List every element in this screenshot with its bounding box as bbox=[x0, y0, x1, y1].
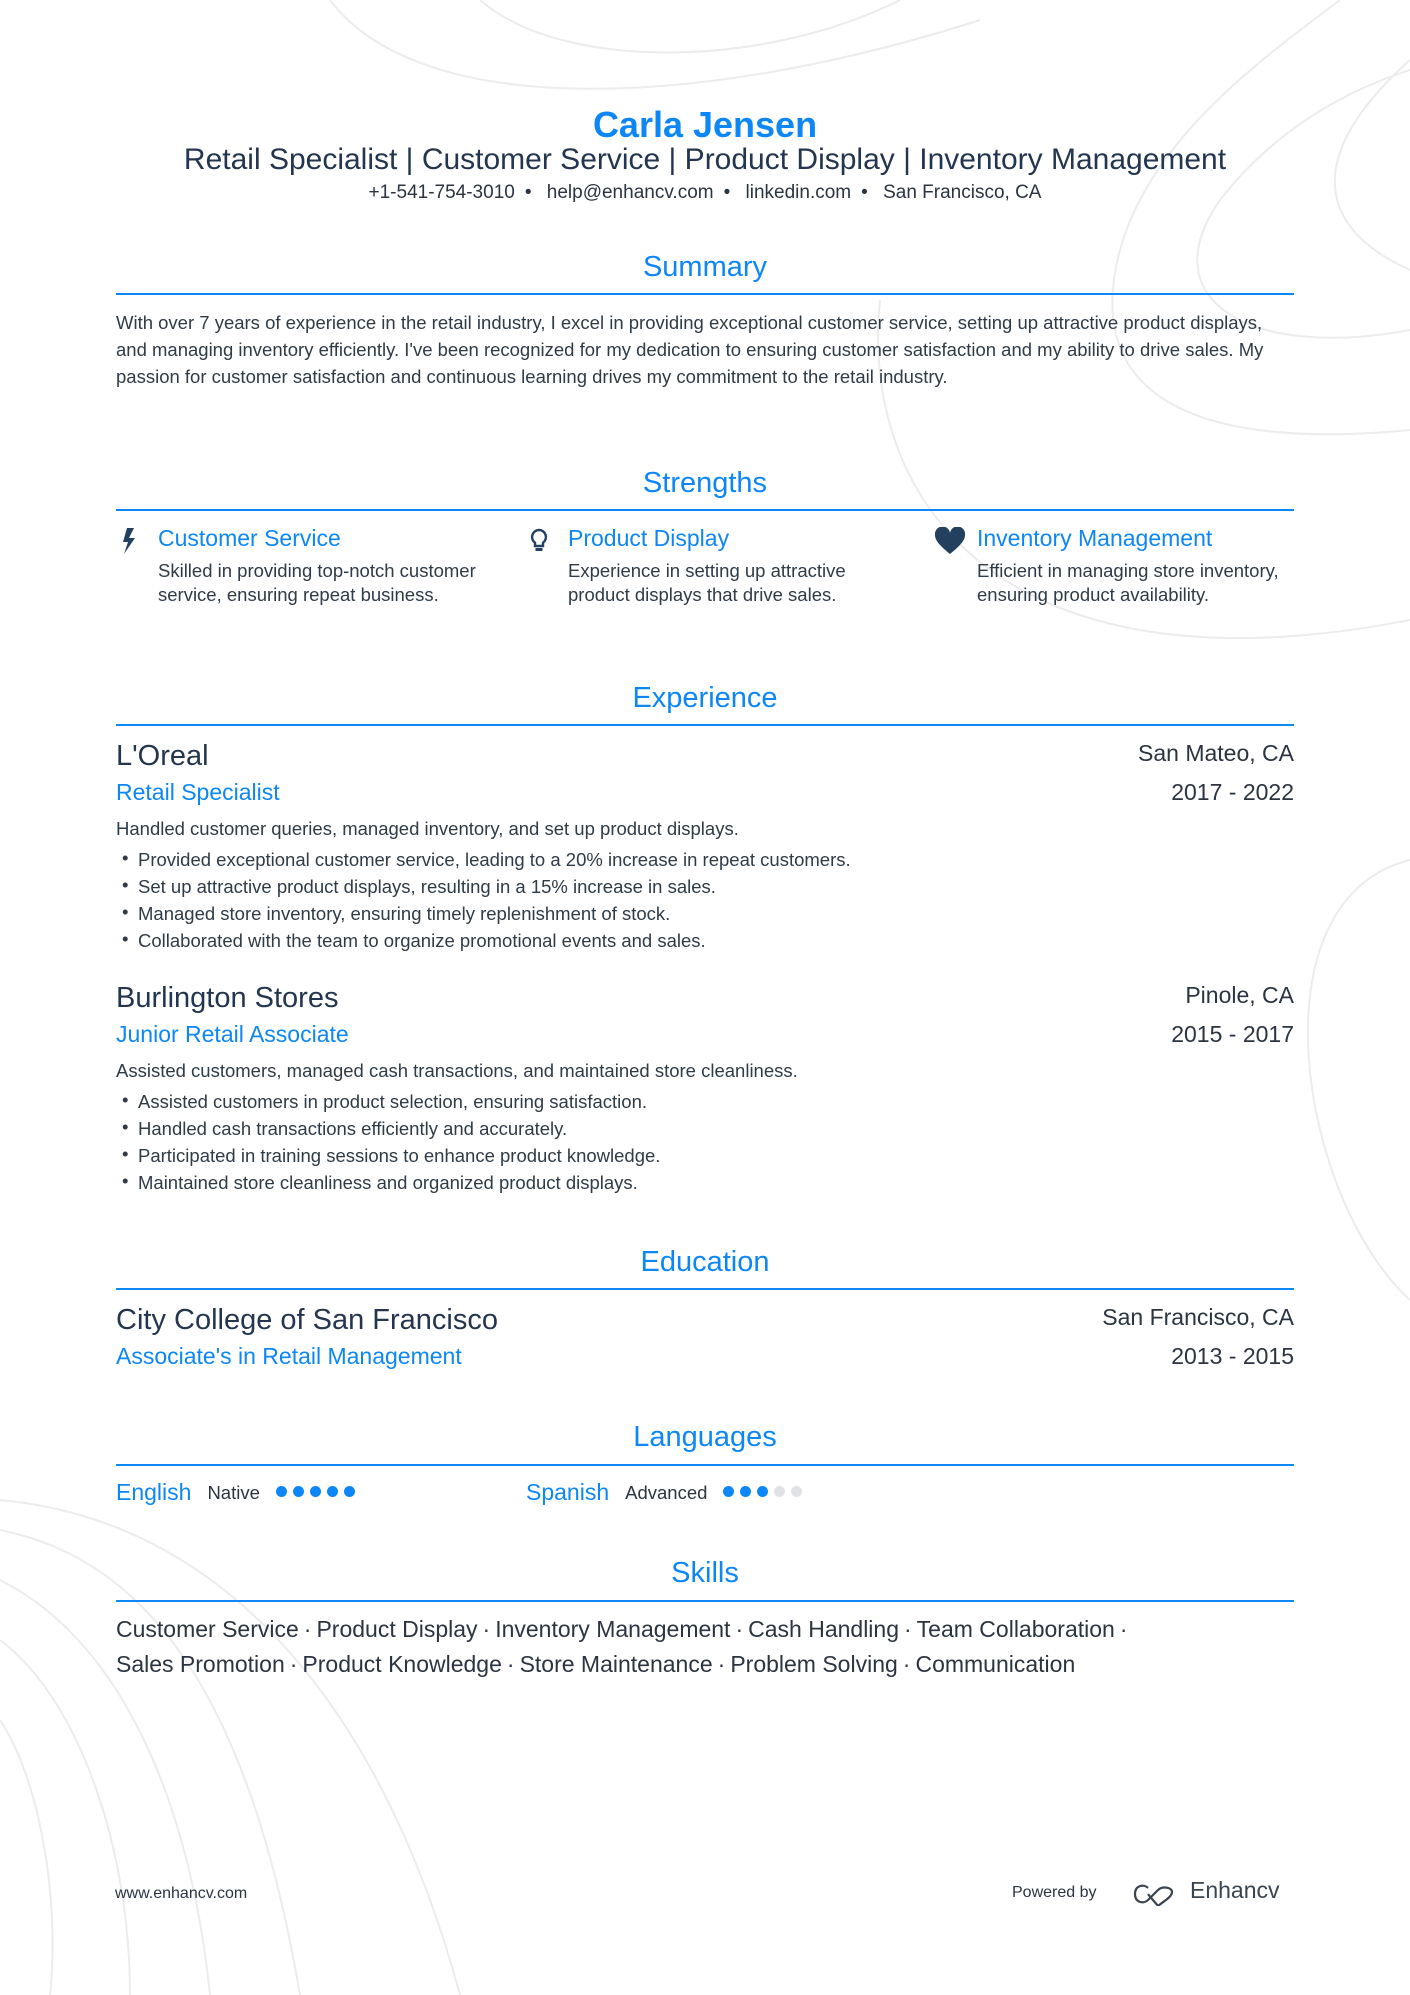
strength-desc: Skilled in providing top-notch customer service, ensuring repeat business. bbox=[158, 560, 476, 605]
separator: · bbox=[506, 1651, 515, 1677]
headline: Retail Specialist | Customer Service | Product Display | Inventory Management bbox=[183, 143, 1227, 176]
skill-item: Sales Promotion bbox=[116, 1651, 285, 1677]
phone[interactable]: +1-541-754-3010 bbox=[368, 182, 515, 203]
separator: · bbox=[289, 1651, 298, 1677]
rating-dot-filled bbox=[740, 1486, 751, 1497]
section-heading-education: Education bbox=[640, 1246, 770, 1278]
language-name: English bbox=[116, 1479, 192, 1505]
separator: • bbox=[861, 182, 868, 203]
section-heading-languages: Languages bbox=[633, 1421, 777, 1453]
rating-dot-filled bbox=[723, 1486, 734, 1497]
section-heading-experience: Experience bbox=[632, 682, 778, 714]
separator: · bbox=[482, 1616, 491, 1642]
bullet-item: • Participated in training sessions to enhance product knowledge. bbox=[116, 1142, 660, 1169]
skill-item: Product Display bbox=[316, 1616, 478, 1642]
bullet-item: • Collaborated with the team to organize promotional events and sales. bbox=[116, 927, 851, 954]
company-name: L'Oreal bbox=[116, 740, 209, 772]
strength-desc: Experience in setting up attractive product displays that drive sales. bbox=[568, 560, 846, 605]
bullet-item: • Assisted customers in product selection, ensuring satisfaction. bbox=[116, 1088, 660, 1115]
school-name: City College of San Francisco bbox=[116, 1304, 498, 1336]
job-description: Handled customer queries, managed inventory, and set up product displays. bbox=[116, 818, 739, 839]
language-rating bbox=[276, 1484, 361, 1502]
job-description: Assisted customers, managed cash transactions, and maintained store cleanliness. bbox=[116, 1060, 798, 1081]
contact-row bbox=[116, 182, 1294, 204]
skill-item: Team Collaboration bbox=[916, 1616, 1115, 1642]
lightning-icon bbox=[116, 527, 142, 555]
linkedin[interactable]: linkedin.com bbox=[745, 182, 852, 203]
language-level: Advanced bbox=[625, 1481, 708, 1503]
powered-by-label: Powered by bbox=[1012, 1884, 1097, 1901]
skills-line bbox=[116, 1612, 1294, 1647]
job-bullets bbox=[116, 1088, 660, 1196]
skill-item: Inventory Management bbox=[495, 1616, 731, 1642]
bullet-item: • Managed store inventory, ensuring timely replenishment of stock. bbox=[116, 900, 851, 927]
location: San Francisco, CA bbox=[883, 182, 1042, 203]
strength-title: Product Display bbox=[568, 525, 730, 551]
separator: · bbox=[1119, 1616, 1128, 1642]
job-location: San Mateo, CA bbox=[1138, 740, 1294, 766]
separator: · bbox=[902, 1651, 911, 1677]
job-dates: 2017 - 2022 bbox=[1171, 779, 1294, 805]
language-item bbox=[116, 1479, 361, 1506]
separator: · bbox=[735, 1616, 744, 1642]
skill-item: Cash Handling bbox=[748, 1616, 899, 1642]
section-heading-summary: Summary bbox=[642, 251, 768, 283]
bullet-item: • Maintained store cleanliness and organized product displays. bbox=[116, 1169, 660, 1196]
education-dates: 2013 - 2015 bbox=[1171, 1343, 1294, 1369]
bullet-item: • Set up attractive product displays, resulting in a 15% increase in sales. bbox=[116, 873, 851, 900]
section-heading-skills: Skills bbox=[671, 1557, 739, 1589]
strength-desc: Efficient in managing store inventory, ensuring product availability. bbox=[977, 560, 1279, 605]
rating-dot-filled bbox=[293, 1486, 304, 1497]
skills-list bbox=[116, 1612, 1294, 1682]
summary-text: With over 7 years of experience in the retail industry, I excel in providing exceptional customer service, setting up attractive product displays, and managing inventory efficiently. I've been recognized for my dedication to ensuring customer satisfaction and my ability to drive sales. My passion for customer satisfaction and continuous learning drives my commitment to the retail industry. bbox=[116, 312, 1264, 387]
job-location: Pinole, CA bbox=[1185, 982, 1294, 1008]
degree: Associate's in Retail Management bbox=[116, 1343, 462, 1369]
enhancv-logo-text: Enhancv bbox=[1190, 1877, 1280, 1903]
skill-item: Communication bbox=[915, 1651, 1076, 1677]
language-rating bbox=[723, 1484, 808, 1502]
separator: · bbox=[717, 1651, 726, 1677]
skill-item: Customer Service bbox=[116, 1616, 299, 1642]
skill-item: Store Maintenance bbox=[519, 1651, 713, 1677]
rating-dot-filled bbox=[757, 1486, 768, 1497]
email[interactable]: help@enhancv.com bbox=[546, 182, 714, 203]
company-name: Burlington Stores bbox=[116, 982, 339, 1014]
rating-dot-filled bbox=[310, 1486, 321, 1497]
separator: · bbox=[904, 1616, 912, 1642]
skill-item: Problem Solving bbox=[730, 1651, 898, 1677]
rating-dot-filled bbox=[344, 1486, 355, 1497]
bullet-item: • Handled cash transactions efficiently and accurately. bbox=[116, 1115, 660, 1142]
skills-line bbox=[116, 1647, 1294, 1682]
job-bullets bbox=[116, 846, 851, 954]
language-level: Native bbox=[207, 1481, 260, 1503]
strength-title: Inventory Management bbox=[977, 525, 1213, 551]
enhancv-logo-icon bbox=[1132, 1882, 1178, 1906]
language-item bbox=[526, 1479, 808, 1506]
website-link[interactable]: www.enhancv.com bbox=[115, 1885, 248, 1902]
rating-dot-filled bbox=[276, 1486, 287, 1497]
strength-title: Customer Service bbox=[158, 525, 341, 551]
bullet-item: • Provided exceptional customer service, leading to a 20% increase in repeat customers. bbox=[116, 846, 851, 873]
divider bbox=[116, 1288, 1294, 1290]
divider bbox=[116, 1600, 1294, 1602]
separator: • bbox=[524, 182, 532, 203]
skill-item: Product Knowledge bbox=[302, 1651, 502, 1677]
job-title: Junior Retail Associate bbox=[116, 1021, 349, 1047]
divider bbox=[116, 293, 1294, 295]
heart-icon bbox=[935, 527, 965, 555]
rating-dot-empty bbox=[791, 1486, 802, 1497]
rating-dot-empty bbox=[774, 1486, 785, 1497]
lightbulb-icon bbox=[526, 527, 552, 555]
candidate-name: Carla Jensen bbox=[592, 104, 818, 145]
section-heading-strengths: Strengths bbox=[642, 467, 768, 499]
rating-dot-filled bbox=[327, 1486, 338, 1497]
divider bbox=[116, 1464, 1294, 1466]
school-location: San Francisco, CA bbox=[1102, 1304, 1294, 1330]
job-dates: 2015 - 2017 bbox=[1171, 1021, 1294, 1047]
separator: · bbox=[303, 1616, 312, 1642]
job-title: Retail Specialist bbox=[116, 779, 280, 805]
divider bbox=[116, 724, 1294, 726]
separator: • bbox=[723, 182, 731, 203]
divider bbox=[116, 509, 1294, 511]
language-name: Spanish bbox=[526, 1479, 610, 1505]
